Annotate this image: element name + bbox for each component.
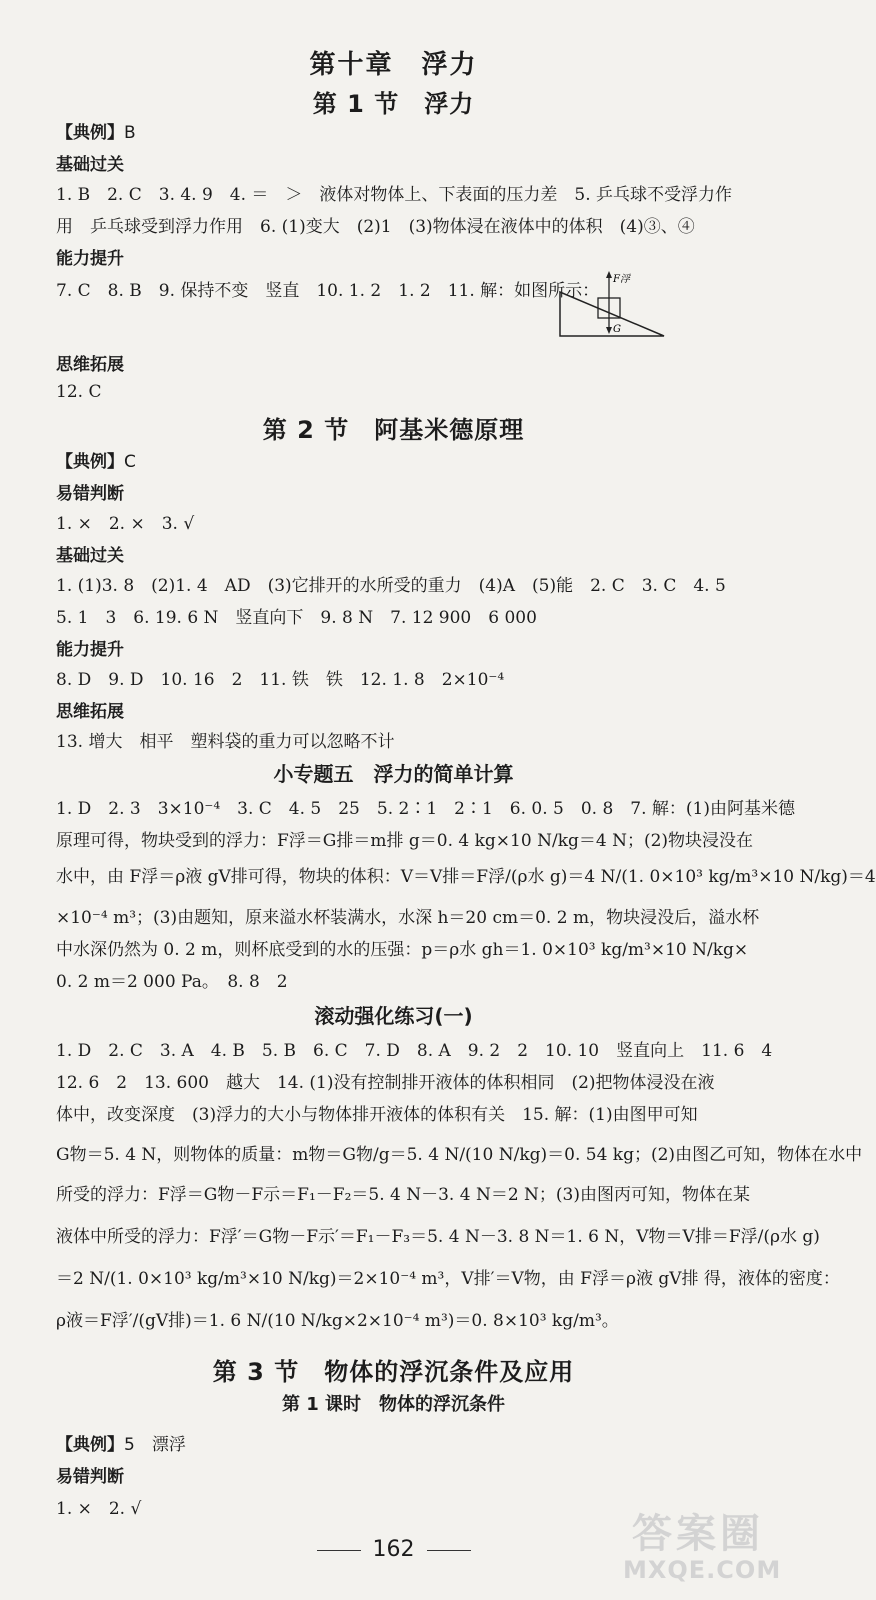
s2-basic-line-2: 5. 1 3 6. 19. 6 N 竖直向下 9. 8 N 7. 12 900 6 000 <box>56 608 537 628</box>
s1-basic-line-1: 1. B 2. C 3. 4. 9 4. ＝ ＞ 液体对物体上、下表面的压力差 5. 乒乓球不受浮力作 <box>56 185 733 205</box>
t5-line-5: 中水深仍然为 0. 2 m，则杯底受到的水的压强：p＝ρ水 gh＝1. 0×10³ kg/m³×10 N/kg× <box>56 940 749 960</box>
r1-line-1: 1. D 2. C 3. A 4. B 5. B 6. C 7. D 8. A 9. 2 2 10. 10 竖直向上 11. 6 4 <box>56 1041 773 1061</box>
right-dash <box>427 1550 471 1551</box>
watermark-line-2: MXQE.COM <box>623 1556 782 1584</box>
f-buoy-label: F浮 <box>613 274 630 285</box>
t5-line-6: 0. 2 m＝2 000 Pa。 8. 8 2 <box>56 972 288 992</box>
rolling-practice-title: 滚动强化练习(一) <box>314 1004 473 1028</box>
gravity-arrowhead <box>606 327 612 334</box>
chapter-title: 第十章 浮力 <box>309 50 478 80</box>
r1-line-5: 所受的浮力：F浮＝G物－F示＝F₁－F₂＝5. 4 N－3. 4 N＝2 N；(3)由图丙可知，物体在某 <box>56 1185 751 1205</box>
section-2-title: 第 2 节 阿基米德原理 <box>262 416 525 444</box>
example-label: 【典例】 <box>56 1435 124 1455</box>
r1-line-2: 12. 6 2 13. 600 越大 14. (1)没有控制排开液体的体积相同 (2)把物体浸没在液 <box>56 1073 715 1093</box>
example-label: 【典例】 <box>56 123 124 143</box>
t5-line-4: ×10⁻⁴ m³；(3)由题知，原来溢水杯装满水，水深 h＝20 cm＝0. 2 m，物块浸没后，溢水杯 <box>56 908 760 928</box>
s2-thinking-label: 思维拓展 <box>56 702 124 722</box>
s1-ability-line-1: 7. C 8. B 9. 保持不变 竖直 10. 1. 2 1. 2 11. 解：如图所示： <box>56 281 600 301</box>
watermark <box>623 1511 782 1592</box>
section-1-title: 第 1 节 浮力 <box>312 90 475 118</box>
incline-force-diagram <box>558 268 668 340</box>
s3-example-answer: 5 漂浮 <box>124 1435 186 1455</box>
s1-thinking-label: 思维拓展 <box>56 355 124 375</box>
r1-line-7: ＝2 N/(1. 0×10³ kg/m³×10 N/kg)＝2×10⁻⁴ m³，V排′＝V物，由 F浮＝ρ液 gV排 得，液体的密度： <box>56 1269 840 1289</box>
example-label: 【典例】 <box>56 452 124 472</box>
s2-basic-line-1: 1. (1)3. 8 (2)1. 4 AD (3)它排开的水所受的重力 (4)A (5)能 2. C 3. C 4. 5 <box>56 576 726 596</box>
s2-example-answer: C <box>124 452 136 472</box>
s2-mistake-line-1: 1. × 2. × 3. √ <box>56 514 195 534</box>
page-number: 162 <box>372 1537 415 1562</box>
g-label: G <box>613 324 621 335</box>
s3-mistake-label: 易错判断 <box>56 1467 124 1487</box>
s2-mistake-label: 易错判断 <box>56 484 124 504</box>
s3-mistake-line-1: 1. × 2. √ <box>56 1499 142 1519</box>
s1-example-answer: B <box>124 123 136 143</box>
t5-line-1: 1. D 2. 3 3×10⁻⁴ 3. C 4. 5 25 5. 2∶1 2∶1 6. 0. 5 0. 8 7. 解：(1)由阿基米德 <box>56 799 795 819</box>
watermark-line-1: 答案圈 <box>632 1511 764 1557</box>
t5-line-3: 水中，由 F浮＝ρ液 gV排可得，物块的体积：V＝V排＝F浮/(ρ水 g)＝4 N/(1. 0×10³ kg/m³×10 N/kg)＝4 <box>56 867 876 887</box>
s3-example <box>56 1430 186 1455</box>
r1-line-8: ρ液＝F浮′/(gV排)＝1. 6 N/(10 N/kg×2×10⁻⁴ m³)＝0. 8×10³ kg/m³。 <box>56 1311 619 1331</box>
s2-ability-line-1: 8. D 9. D 10. 16 2 11. 铁 铁 12. 1. 8 2×10⁻⁴ <box>56 670 505 690</box>
s2-ability-label: 能力提升 <box>56 640 124 660</box>
r1-line-3: 体中，改变深度 (3)浮力的大小与物体排开液体的体积有关 15. 解：(1)由图甲可知 <box>56 1105 698 1125</box>
topic-5-title: 小专题五 浮力的简单计算 <box>273 762 514 786</box>
s1-ability-label: 能力提升 <box>56 249 124 269</box>
buoyancy-arrowhead <box>606 271 612 278</box>
lesson-1-title: 第 1 课时 物体的浮沉条件 <box>281 1394 506 1415</box>
s1-basic-line-2: 用 乒乓球受到浮力作用 6. (1)变大 (2)1 (3)物体浸在液体中的体积 (4)③、④ <box>56 217 695 237</box>
s2-basic-label: 基础过关 <box>56 546 124 566</box>
r1-line-4: G物＝5. 4 N，则物体的质量：m物＝G物/g＝5. 4 N/(10 N/kg)＝0. 54 kg；(2)由图乙可知，物体在水中 <box>56 1145 863 1165</box>
s2-thinking-line-1: 13. 增大 相平 塑料袋的重力可以忽略不计 <box>56 732 395 752</box>
left-dash <box>317 1550 361 1551</box>
section-3-title: 第 3 节 物体的浮沉条件及应用 <box>212 1358 575 1386</box>
s1-basic-label: 基础过关 <box>56 155 124 175</box>
r1-line-6: 液体中所受的浮力：F浮′＝G物－F示′＝F₁－F₃＝5. 4 N－3. 8 N＝1. 6 N，V物＝V排＝F浮/(ρ水 g) <box>56 1227 820 1247</box>
s1-example <box>56 118 136 143</box>
s2-example <box>56 447 136 472</box>
t5-line-2: 原理可得，物块受到的浮力：F浮＝G排＝m排 g＝0. 4 kg×10 N/kg＝4 N；(2)物块浸没在 <box>56 831 754 851</box>
s1-thinking-line-1: 12. C <box>56 382 102 402</box>
